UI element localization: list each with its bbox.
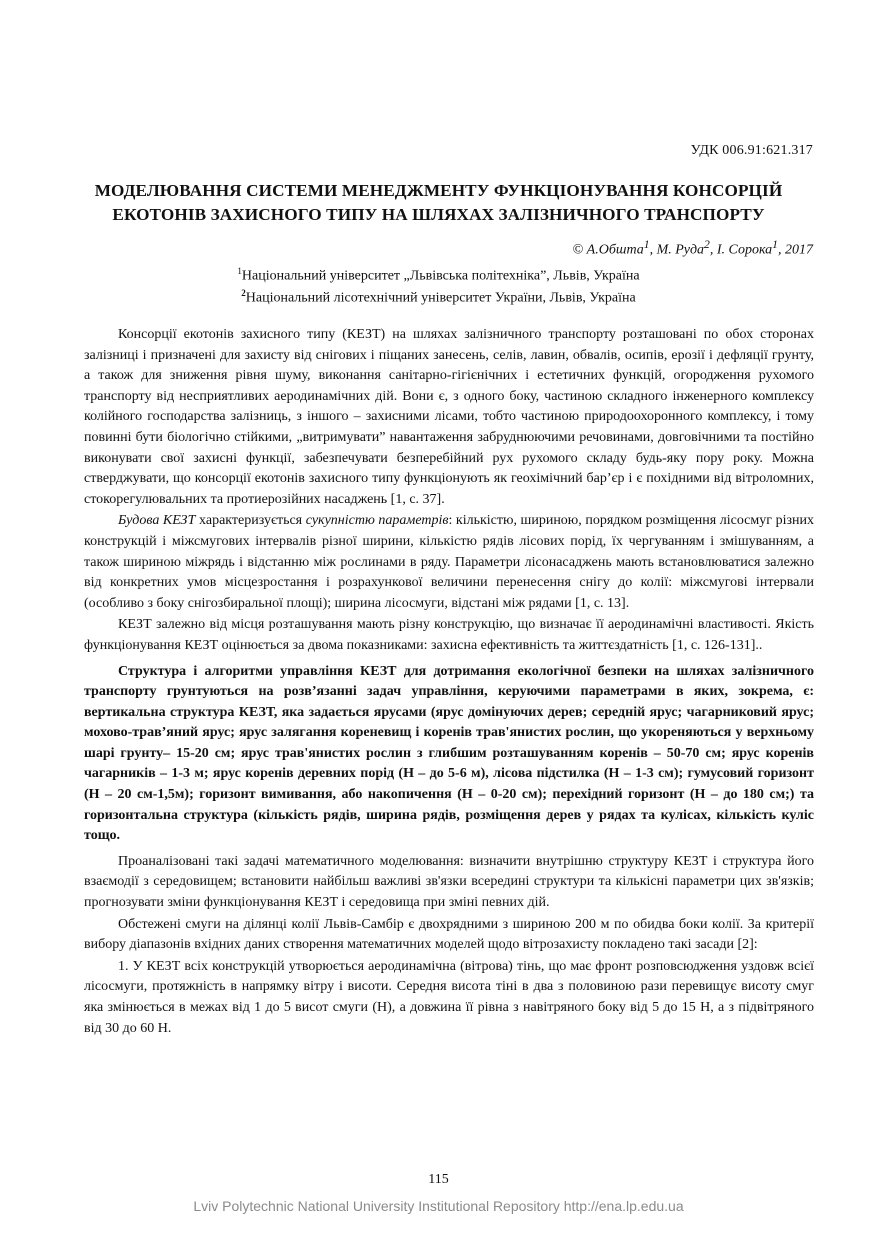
- page-number: 115: [428, 1172, 449, 1187]
- paragraph-control-end: (кількість рядів, ширина рядів, розміщення дерев у рядах та кулісах, кількість куліс тощо.: [84, 807, 814, 844]
- paragraph-survey: Обстежені смуги на ділянці колії Львів-Самбір є двохрядними з шириною 200 м по обидва боки колії. За критерії вибору діапазонів вхідних даних створення математичних моделей щодо вітрозахисту покладено такі засади [2]:: [84, 916, 814, 953]
- term-parameters: сукупністю параметрів: [305, 513, 449, 529]
- title-line-2: ЕКОТОНІВ ЗАХИСНОГО ТИПУ НА ШЛЯХАХ ЗАЛІЗНИЧНОГО ТРАНСПОРТУ: [112, 205, 765, 224]
- author-1: © А.Обшта: [572, 242, 644, 258]
- paragraph-construction: КЕЗТ залежно від місця розташування мають різну конструкцію, що визначає її аеродинамічні властивості. Якість функціонування КЕЗТ оцінюється за двома показниками: захисна ефективність та життєздатність [1, с. 126-131]..: [84, 617, 814, 653]
- udk-code: УДК 006.91:621.317: [690, 143, 813, 158]
- authors-line: [573, 238, 813, 259]
- affiliation-1-text: Національний університет „Львівська політехніка”, Львів, Україна: [241, 268, 640, 284]
- paragraph-structure-rest: : кількістю, шириною, порядком розміщення лісосмуг різних конструкцій і міжсмугових інтервалів різної ширини, кількістю рядів лісових порід, їх чергуванням і змішуванням, а також шириною міжрядь і відстанню між рослинами в ряду. Параметри лісонасаджень мають встановлюватися залежно від конкретних умов місцезростання і розрахункової величини перенесення снігу до колії: міжсмугові інтервали (особливо з боку снігозбиральної площі); ширина лісосмуги, відстані між рядами [1, с. 13].: [84, 513, 814, 611]
- affiliation-1: [0, 266, 877, 285]
- article-body: [84, 325, 814, 1040]
- term-vertical-structure: вертикальна структура КЕЗТ: [84, 704, 274, 720]
- author-3-sup: 1: [772, 238, 778, 251]
- author-2: , М. Руда: [649, 242, 705, 258]
- affiliation-2-name: Національний лісотехнічний університет України: [245, 290, 543, 306]
- paper-title: [60, 179, 817, 227]
- affiliation-2: [0, 288, 877, 307]
- term-structure: Будова КЕЗТ: [118, 513, 196, 529]
- paragraph-control-mid: , яка задається ярусами (ярус домінуючих дерев; середній ярус; чагарниковий ярус; мохово-трав’яний ярус; ярус залягання кореневищ і коренів трав'янистих рослин, що укореняються у верхньому шарі грунту– 15-20 см; ярус трав'янистих рослин з глибшим розташуванням коренів – 50-70 см; ярус коренів чагарників – 1-3 м; ярус коренів деревних порід (Н – до 5-6 м), лісова підстилка (Н – 1-3 см); гумусовий горизонт (Н – 20 см-1,5м); горизонт вимивання, або накопичення (Н – 0-20 см); перехідний горизонт (Н – до 180 см;) та: [84, 704, 814, 803]
- author-1-sup: 1: [643, 238, 650, 251]
- paragraph-structure-mid: характеризується: [195, 513, 306, 529]
- title-line-1: МОДЕЛЮВАННЯ СИСТЕМИ МЕНЕДЖМЕНТУ ФУНКЦІОНУВАННЯ КОНСОРЦІЙ: [94, 181, 783, 200]
- affiliation-2-city: , Львів, Україна: [542, 290, 636, 306]
- term-horizontal-structure: горизонтальна структура: [84, 807, 248, 823]
- paragraph-intro: Консорції екотонів захисного типу (КЕЗТ) на шляхах залізничного транспорту розташовані по обох сторонах залізниці і призначені для захисту від снігових і піщаних занесень, селів, лавин, обвалів, осипів, ерозії і дефляції грунту, а також для зниження рівня шуму, виконання санітарно-гігієнічних і естетичних функцій, огородження рухомого транспорту від несприятливих аеродинамічних дій. Вони є, з одного боку, частиною складного інженерного комплексу колійного господарства залізниць, з іншого – захисними лісами, тобто частиною природоохоронного комплексу, і тому повинні бути біологічно стійкими, „витримувати” навантаження забруднюючими речовинами, довговічними та постійно виконувати свої захисні функції, забезпечувати безперебійний рух рухомого складу будь-яку пору року. Можна стверджувати, що консорції екотонів захисного типу функціонують як геохімічний бар’єр і є похідними від вітроломних, стокорегулювальних та протиерозійних насаджень [1, с. 37].: [84, 327, 814, 507]
- copyright-year: , 2017: [778, 242, 813, 258]
- paragraph-modeling-tasks: Проаналізовані такі задачі математичного моделювання: визначити внутрішню структуру КЕЗТ і структура його взаємодії з середовищем; встановити найбільш важливі зв'язки всередині структури та кількісні параметри цих зв'язків; прогнозувати зміни функціонування КЕЗТ і середовища при зміні певних дій.: [84, 853, 814, 911]
- affiliation-1-sup: 1: [237, 266, 242, 276]
- repository-footer: Lviv Polytechnic National University Institutional Repository http://ena.lp.edu.ua: [193, 1198, 684, 1214]
- paragraph-control: [84, 662, 814, 847]
- paragraph-principle-1: 1. У КЕЗТ всіх конструкцій утворюється аеродинамічна (вітрова) тінь, що має фронт розповсюдження уздовж всієї лісосмуги, протяжність в напрямку вітру і висоти. Середня висота тіні в два з половиною рази перевищує висоту смуг яка змінюється в межах від 1 до 5 висот смуги (Н), а довжина її рівна з навітряного боку від 5 до 15 Н, а з підвітряного від 30 до 60 Н.: [84, 958, 814, 1036]
- author-2-sup: 2: [704, 238, 710, 251]
- paragraph-control-start: Структура і алгоритми управління КЕЗТ для дотримання екологічної безпеки на шляхах залізничного транспорту грунтуються на розв’язанні задач управління, керуючими параметрами в яких, зокрема, є:: [84, 663, 814, 700]
- paragraph-structure: [84, 511, 814, 614]
- affiliation-2-sup: 2: [241, 288, 246, 298]
- author-3: , І. Сорока: [709, 242, 773, 258]
